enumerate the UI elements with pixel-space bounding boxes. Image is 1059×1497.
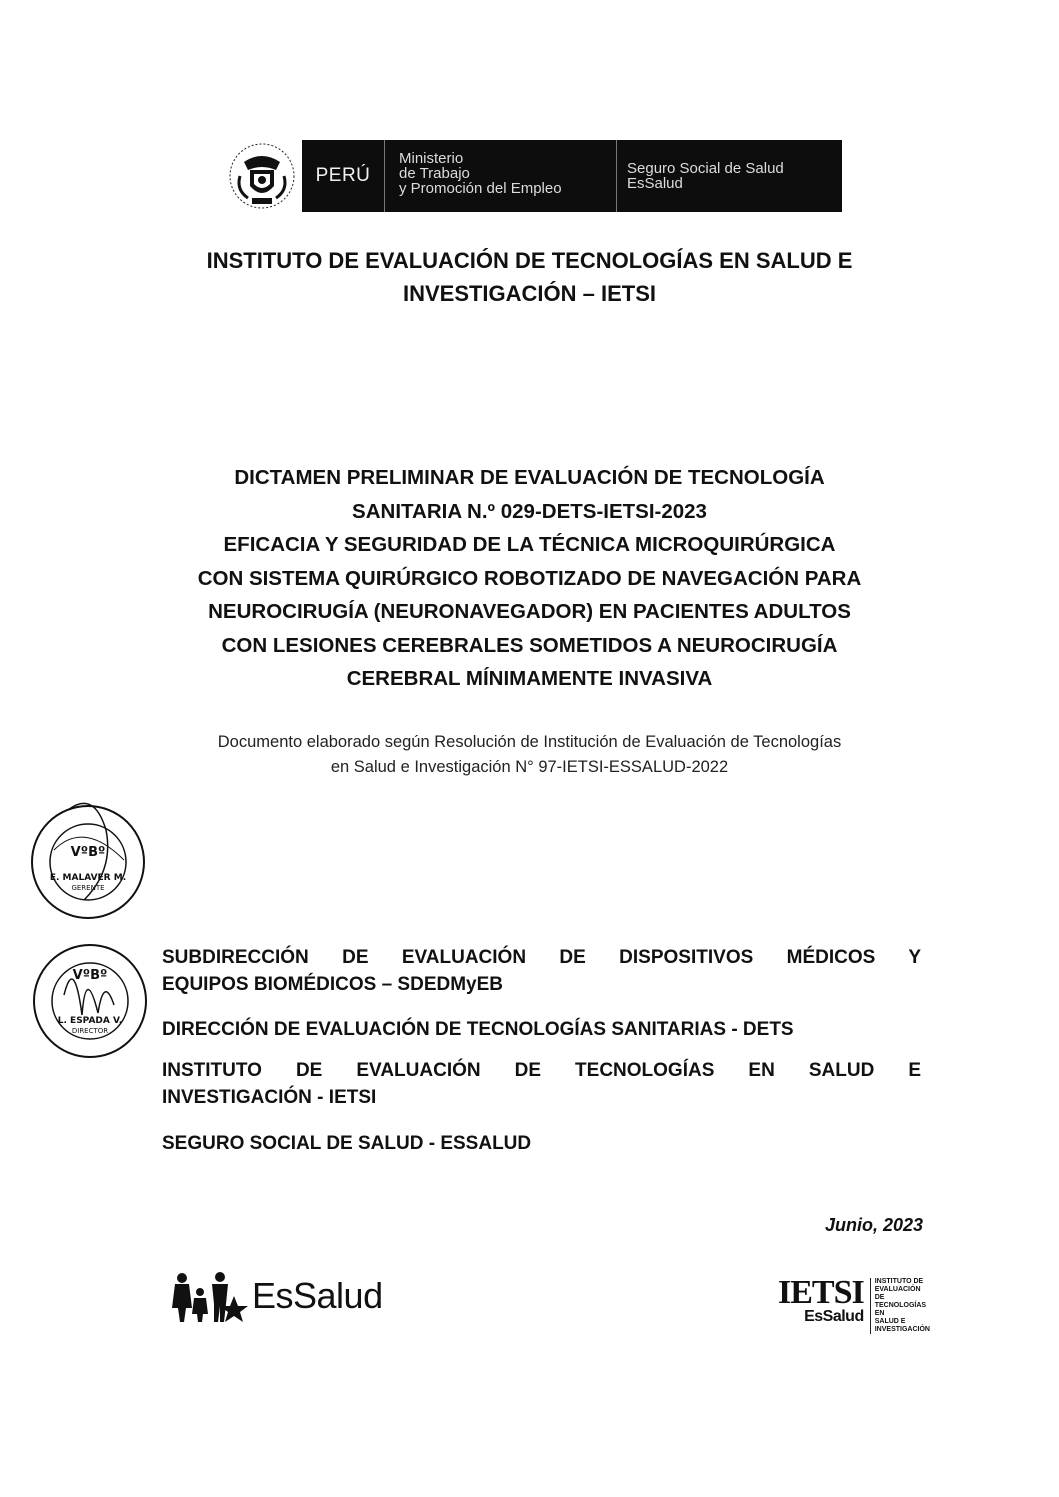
document-date: Junio, 2023 <box>824 1215 923 1235</box>
country-label: PERÚ <box>302 140 385 212</box>
ietsi-logo <box>778 1274 930 1334</box>
peru-coat-of-arms-icon <box>226 140 298 212</box>
org-seguro: SEGURO SOCIAL DE SALUD - ESSALUD <box>162 1133 532 1154</box>
ietsi-acronym: IETSI <box>778 1274 864 1311</box>
ietsi-sub: EsSalud <box>804 1308 864 1325</box>
institute-title: INSTITUTO DE EVALUACIÓN DE TECNOLOGÍAS EN SALUD E INVESTIGACIÓN – IETSI <box>206 248 853 306</box>
essalud-logo-text: EsSalud <box>252 1275 383 1316</box>
stamp-bottom-name: L. ESPADA V. <box>57 1016 123 1026</box>
org-instituto: INSTITUTO DE EVALUACIÓN DE TECNOLOGÍAS EN SALUD E INVESTIGACIÓN - IETSI <box>162 1060 921 1108</box>
approval-stamp-top <box>24 790 156 930</box>
ietsi-side-text: INSTITUTO DE EVALUACIÓN DE TECNOLOGÍAS EN SALUD E INVESTIGACIÓN <box>870 1278 927 1334</box>
org-direccion: DIRECCIÓN DE EVALUACIÓN DE TECNOLOGÍAS SANITARIAS - DETS <box>162 1019 794 1040</box>
family-figures-icon <box>170 1268 248 1324</box>
dictamen-title: DICTAMEN PRELIMINAR DE EVALUACIÓN DE TECNOLOGÍA SANITARIA N.º 029-DETS-IETSI-2023 EFICACIA Y SEGURIDAD DE LA TÉCNICA MICROQUIRÚRGICA CON SISTEMA QUIRÚRGICO ROBOTIZADO DE NAVEGACIÓN PARA NEUROCIRUGÍA (NEURONAVEGADOR) EN PACIENTES ADULTOS CON LESIONES CEREBRALES SOMETIDOS A NEUROCIRUGÍA CEREBRAL MÍNIMAMENTE INVASIVA <box>197 466 862 690</box>
stamp-top-role: GERENTE <box>71 884 105 892</box>
org-subdireccion: SUBDIRECCIÓN DE EVALUACIÓN DE DISPOSITIVOS MÉDICOS Y EQUIPOS BIOMÉDICOS – SDEDMyEB <box>162 947 921 995</box>
government-banner <box>226 140 842 212</box>
essalud-logo <box>170 1268 383 1324</box>
approval-stamp-bottom <box>24 935 156 1067</box>
stamp-bottom-role: DIRECTOR <box>71 1027 109 1035</box>
svg-text:VºBº: VºBº <box>72 968 108 983</box>
resolution-note: Documento elaborado según Resolución de Institución de Evaluación de Tecnologías en Salud e Investigación N° 97-IETSI-ESSALUD-2022 <box>217 733 842 776</box>
svg-text:VºBº: VºBº <box>70 845 106 860</box>
ministry-label: Ministerio de Trabajo y Promoción del Empleo <box>385 140 617 212</box>
agency-label: Seguro Social de Salud EsSalud <box>617 140 842 212</box>
stamp-top-name: E. MALAVER M. <box>49 873 127 883</box>
